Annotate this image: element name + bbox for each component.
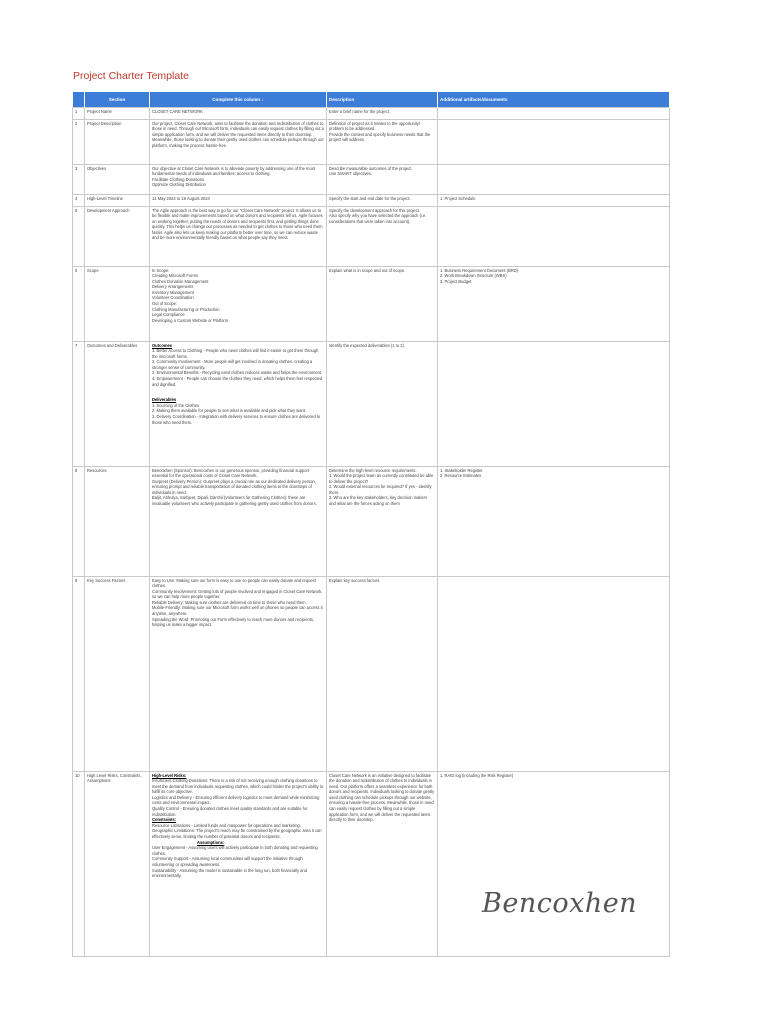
header-no bbox=[73, 92, 85, 107]
row-artifacts: 1. RAID log (including the Risk Register) bbox=[438, 771, 670, 956]
constraints-label: Constraints: bbox=[152, 817, 177, 823]
row-artifacts: 1. Business Requirement Document (BRD) 2. Work Breakdown Structure (WBS) 3. Project Budget bbox=[438, 266, 670, 341]
risks-text: Insufficient Clothing Donations: There is a risk of not receiving enough clothing donations to meet the demand from individuals requesting clothes, which could hinder the project's ability to fulfill its core objective. Logistics and Delivery - Ensuring efficient delivery logistics to meet demand while minimizing costs and environmental impact. Quality Control - Ensuring donated clothes meet quality standards and are suitable for redistribution. bbox=[152, 778, 324, 817]
header-description: Description bbox=[327, 92, 438, 107]
table-row bbox=[73, 119, 670, 164]
row-artifacts bbox=[438, 107, 670, 119]
row-number: 6 bbox=[73, 266, 85, 341]
assumptions-text: User Engagement - Assuming users will actively participate in both donating and requesting clothes. Community Support - Assuming local communities will support the initiative through volunteering or spreading awareness. Sustainability - Assuming the model is sustainable in the long run, both financially and environmentally. bbox=[152, 845, 318, 879]
page-title: Project Charter Template bbox=[73, 70, 189, 82]
header-artifacts: Additional artifacts/documents bbox=[438, 92, 670, 107]
row-number: 4 bbox=[73, 194, 85, 206]
row-number: 8 bbox=[73, 466, 85, 576]
table-header-row bbox=[73, 92, 670, 107]
table-row bbox=[73, 206, 670, 266]
charter-table bbox=[72, 92, 670, 957]
constraints-text: Resource Limitations - Limited funds and manpower for operations and marketing. Geographic Limitations: The project's reach may be constrained by the geographic area it can effectively serve, limiting the number of potential donors and recipients. bbox=[152, 822, 322, 840]
row-section: Project Description bbox=[85, 119, 150, 164]
row-section: Resources bbox=[85, 466, 150, 576]
row-artifacts bbox=[438, 206, 670, 266]
row-description: Explain key success factors. bbox=[327, 576, 438, 771]
row-section: High-Level Timeline bbox=[85, 194, 150, 206]
row-artifacts: 1. Project Schedule bbox=[438, 194, 670, 206]
table-row bbox=[73, 341, 670, 466]
row-content bbox=[150, 341, 327, 466]
row-section: Objectives bbox=[85, 164, 150, 194]
row-number: 7 bbox=[73, 341, 85, 466]
row-content: Bencoxhen (Sponsor): Bencoxhen is our generous sponsor, providing financial support essential for the operational costs of Closet Care Network. Gurpreet (Delivery Person): Gurpreet plays a crucial role as our dedicated delivery person, ensuring prompt and reliable transportation of donated clothing items to the doorsteps of individuals in need. Baljit, Abhulya, Sarbjeet, Dipali, Darshil (Volunteers for Gathering Clothes): these are invaluable volunteers who actively participate in gathering gently used clothes from donors. bbox=[150, 466, 327, 576]
row-artifacts bbox=[438, 341, 670, 466]
row-section: Key Success Factors bbox=[85, 576, 150, 771]
row-content: The Agile approach is the best way to go for our "Closet Care Network" project. It allows us to be flexible and make improvements based on what donors and recipients tell us. Agile focuses on working together, putting the needs of donors and recipients first, and getting things done quickly. This helps us change our processes as needed to get clothes to those who need them faster. Agile also lets us keep making our platform better over time, so we can reduce waste and be more environmentally friendly based on what people say they need. bbox=[150, 206, 327, 266]
row-content: 14 May 2024 to 19 August 2024 bbox=[150, 194, 327, 206]
table-row bbox=[73, 164, 670, 194]
deliverables-text: 1. Sourcing of the Clothes 2. Making them available for people to see what is available and pick what they want. 3. Delivery Coordination - Integration with delivery services to ensure clothes are delivered to those who need them. bbox=[152, 402, 321, 425]
row-content: In Scope: Creating Microsoft Forms Clothes Donation Management Delivery Arrangements Inventory Management Volunteer Coordination Out of Scope: Clothing Manufacturing or Production Legal Compliance Developing a Custom Website or Platform bbox=[150, 266, 327, 341]
table-row bbox=[73, 466, 670, 576]
row-section: Project Name bbox=[85, 107, 150, 119]
deliverables-label: Deliverables bbox=[152, 397, 177, 403]
row-content: Our objective at Closet Care Network is to alleviate poverty by addressing one of the most fundamental needs of individuals and families: access to clothing. Facilitate Clothing Donations Optimize Clothing Distribution bbox=[150, 164, 327, 194]
table-row bbox=[73, 771, 670, 956]
row-section: Outcomes and Deliverables bbox=[85, 341, 150, 466]
row-content: CLOSET CARE NETWORK bbox=[150, 107, 327, 119]
row-description: Closet Care Network is an initiative designed to facilitate the donation and redistribution of clothes to individuals in need. Our platform offers a seamless experience for both donors and recipients. Individuals looking to donate gently used clothing can schedule pickups through our website, ensuring a hassle-free process. Meanwhile, those in need can easily request clothes by filling out a simple application form, and we will deliver the requested items directly to their doorstep. bbox=[327, 771, 438, 956]
row-content: Easy to Use: Making sure our form is easy to use so people can easily donate and request clothes. Community Involvement: Getting lots of people involved and engaged in Closet Care Network, so we can help more people together. Reliable Delivery: Making sure clothes are delivered on time to those who need them. Mobile-Friendly: Making sure our Microsoft form works well on phones so people can access it anytime, anywhere. Spreading the Word: Promoting our Form effectively to reach more donors and recipients, helping us make a bigger impact. bbox=[150, 576, 327, 771]
table-row bbox=[73, 266, 670, 341]
row-description: Specify the development approach for this project. Also specify why you have selected the approach (i.e. considerations that were taken into account). bbox=[327, 206, 438, 266]
header-section: Section bbox=[85, 92, 150, 107]
row-artifacts bbox=[438, 576, 670, 771]
row-number: 3 bbox=[73, 164, 85, 194]
row-artifacts: 1. Stakeholder Register 2. Resource Estimates bbox=[438, 466, 670, 576]
outcomes-text: 1. Better Access to Clothing - People who need clothes will find it easier to get them through the microsoft forms. 2. Community Involvement - More people will get involved in donating clothes, creating a stronger sense of community. 3. Environmental Benefits - Recycling used clothes reduces waste and helps the environment. 4. Empowerment - People can choose the clothes they need, which helps them feel respected and dignified. bbox=[152, 348, 323, 387]
row-artifacts bbox=[438, 164, 670, 194]
table-row bbox=[73, 107, 670, 119]
row-description: Enter a brief name for the project. bbox=[327, 107, 438, 119]
table-row bbox=[73, 194, 670, 206]
row-description: Specify the start and end date for the project. bbox=[327, 194, 438, 206]
row-description: Determine the high-level resource requirements. 1. Would the project team as currently constituted be able to deliver the project? 2. Would external resources be required? If yes - identify them. 3. Who are the key stakeholders, key decision makers and what are the forces acting on them bbox=[327, 466, 438, 576]
signature: Bencoxhen bbox=[482, 888, 638, 919]
row-number: 1 bbox=[73, 107, 85, 119]
row-number: 2 bbox=[73, 119, 85, 164]
risks-label: High-Level Risks: bbox=[152, 772, 187, 778]
header-complete: Complete this column ↓ bbox=[150, 92, 327, 107]
row-number: 9 bbox=[73, 576, 85, 771]
row-section: Development Approach bbox=[85, 206, 150, 266]
row-description: Identify the expected deliverables (1 to 2). bbox=[327, 341, 438, 466]
row-artifacts bbox=[438, 119, 670, 164]
outcomes-label: Outcomes bbox=[152, 342, 173, 348]
row-content: Our project, Closet Care Network, aims to facilitate the donation and redistribution of clothes to those in need. Through our Microsoft form, individuals can easily request clothes by filling out a simple application form, and we will deliver the requested items directly to their doorstep. Meanwhile, those looking to donate their gently used clothes can schedule pickups through our platform, making the process hassle-free. bbox=[150, 119, 327, 164]
row-number: 10 bbox=[73, 771, 85, 956]
assumptions-label: Assumptions: bbox=[197, 839, 225, 845]
row-section: High Level Risks, Constraints, Assumptions bbox=[85, 771, 150, 956]
row-description: Explain what is in scope and out of scope. bbox=[327, 266, 438, 341]
row-description: Definition of project as it relates to the opportunity/ problem to be addressed. Provide the context and specify business needs that the project will address. bbox=[327, 119, 438, 164]
row-content bbox=[150, 771, 327, 956]
row-number: 5 bbox=[73, 206, 85, 266]
row-section: Scope bbox=[85, 266, 150, 341]
table-row bbox=[73, 576, 670, 771]
row-description: Describe measurable outcomes of the project. Use SMART objectives. bbox=[327, 164, 438, 194]
